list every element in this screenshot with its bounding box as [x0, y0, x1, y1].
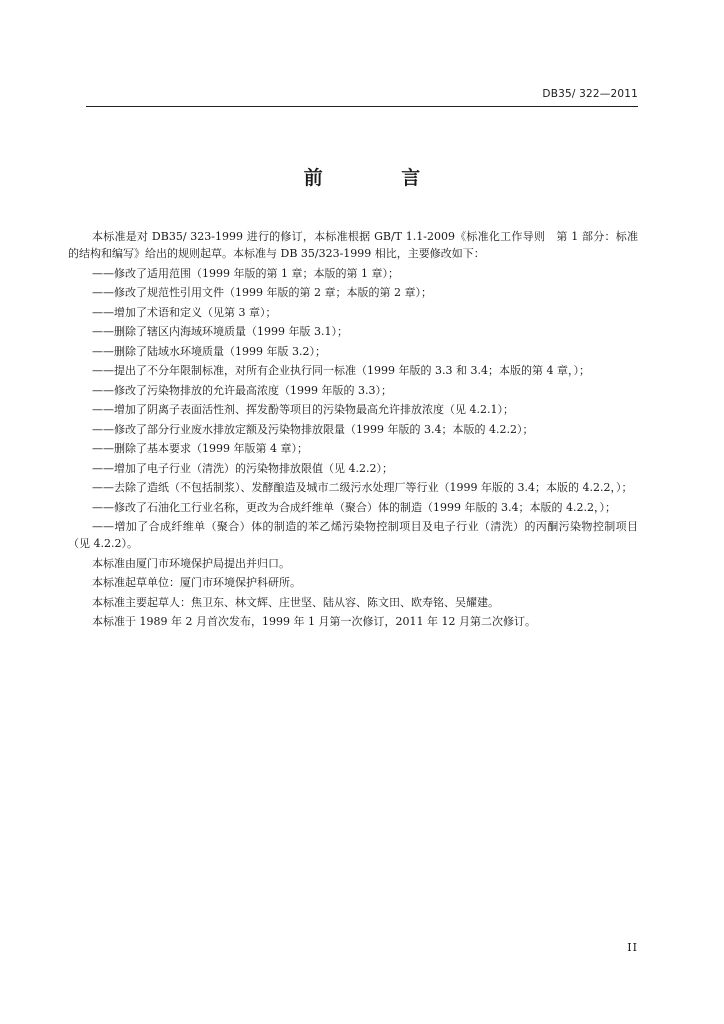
change-item: ——增加了阴离子表面活性剂、挥发酚等项目的污染物最高允许排放浓度（见 4.2.1）；: [92, 403, 514, 416]
change-item: ——增加了电子行业（清洗）的污染物排放限值（见 4.2.2）；: [92, 461, 393, 475]
intro-paragraph: 本标准是对 DB35/ 323-1999 进行的修订，本标准根据 GB/T 1.1-2009《标准化工作导则 第 1 部分：标准的结构和编写》给出的规则起草。本标准与 DB 35/323-1999 相比，主要修改如下：: [68, 230, 638, 260]
change-item: ——提出了不分年限制标准，对所有企业执行同一标准（1999 年版的 3.3 和 3.4；本版的第 4 章，）；: [92, 364, 590, 377]
change-item: ——去除了造纸（不包括制浆）、发酵酿造及城市二级污水处理厂等行业（1999 年版的 3.4；本版的 4.2.2，）；: [92, 481, 633, 494]
change-item: ——修改了部分行业废水排放定额及污染物排放限量（1999 年版的 3.4；本版的 4.2.2）；: [92, 422, 534, 436]
drafting-unit-statement: 本标准起草单位：厦门市环境保护科研所。: [92, 576, 301, 589]
page-number: II: [627, 941, 638, 954]
foreword-body: [68, 228, 638, 633]
change-item: ——修改了规范性引用文件（1999 年版的第 2 章；本版的第 2 章）；: [92, 286, 432, 299]
change-item: ——增加了合成纤维单（聚合）体的制造的苯乙烯污染物控制项目及电子行业（清洗）的丙酮污染物控制项目（见 4.2.2）。: [68, 520, 638, 550]
change-item: ——删除了陆域水环境质量（1999 年版 3.2）；: [92, 344, 326, 358]
change-item: ——修改了适用范围（1999 年版的第 1 章；本版的第 1 章）；: [92, 266, 399, 280]
changes-list: [68, 265, 638, 553]
proposer-statement: 本标准由厦门市环境保护局提出并归口。: [92, 556, 290, 570]
change-item: ——修改了污染物排放的允许最高浓度（1999 年版的 3.3）；: [92, 383, 392, 397]
change-item: ——增加了术语和定义（见第 3 章）；: [92, 305, 277, 319]
page-title: 前 言: [303, 167, 457, 189]
change-item: ——删除了基本要求（1999 年版第 4 章）；: [92, 442, 308, 455]
change-item: ——删除了辖区内海域环境质量（1999 年版 3.1）；: [92, 325, 348, 338]
history-statement: 本标准于 1989 年 2 月首次发布，1999 年 1 月第一次修订，2011 年 12 月第二次修订。: [92, 615, 536, 628]
drafters-statement: 本标准主要起草人：焦卫东、林文辉、庄世坚、陆从容、陈文田、欧寿铭、吴耀建。: [92, 595, 499, 609]
change-item: ——修改了石油化工行业名称，更改为合成纤维单（聚合）体的制造（1999 年版的 3.4；本版的 4.2.2，）；: [92, 500, 616, 514]
document-code: DB35/ 322—2011: [542, 88, 638, 100]
header-divider: [86, 106, 638, 107]
